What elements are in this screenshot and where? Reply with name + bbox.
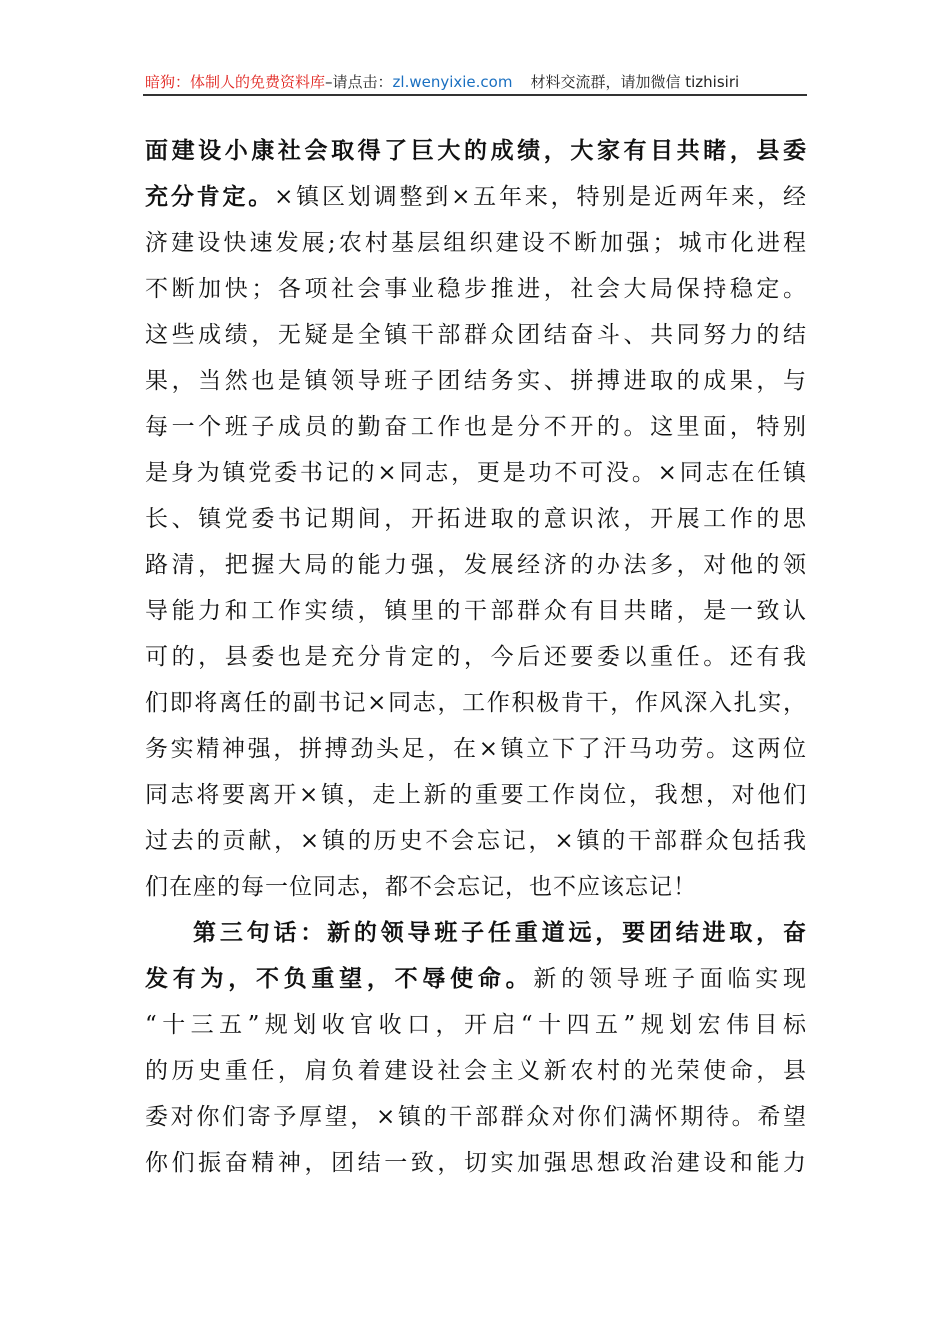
text-segment: 每一个班子成员的勤奋工作也是分不开的。这里面，特别 xyxy=(145,414,807,440)
text-segment: 们即将离任的副书记×同志，工作积极肯干，作风深入扎实， xyxy=(145,690,807,716)
text-line xyxy=(145,1048,807,1094)
text-line xyxy=(145,358,807,404)
text-line xyxy=(145,680,807,726)
text-line xyxy=(145,956,807,1002)
text-segment: 可的，县委也是充分肯定的，今后还要委以重任。还有我 xyxy=(145,644,807,670)
header-contact: 材料交流群，请加微信 tizhisiri xyxy=(530,73,740,91)
text-line xyxy=(145,910,807,956)
text-line xyxy=(145,864,807,910)
text-line xyxy=(145,818,807,864)
header-divider xyxy=(143,94,807,96)
text-line xyxy=(145,726,807,772)
document-body xyxy=(145,128,807,1186)
text-segment: 是身为镇党委书记的×同志，更是功不可没。×同志在任镇 xyxy=(145,460,807,486)
text-segment: 济建设快速发展;农村基层组织建设不断加强；城市化进程 xyxy=(145,230,807,256)
text-line xyxy=(145,128,807,174)
text-segment: 路清，把握大局的能力强，发展经济的办法多，对他的领 xyxy=(145,552,807,578)
text-line xyxy=(145,266,807,312)
page-header xyxy=(145,70,805,94)
text-segment: 过去的贡献，×镇的历史不会忘记，×镇的干部群众包括我 xyxy=(145,828,807,854)
bold-text: 第三句话：新的领导班子任重道远，要团结进取，奋 xyxy=(193,920,807,946)
text-segment: 的历史重任，肩负着建设社会主义新农村的光荣使命，县 xyxy=(145,1058,807,1084)
text-segment: 们在座的每一位同志，都不会忘记，也不应该忘记！ xyxy=(145,874,697,900)
bold-text: 充分肯定。 xyxy=(145,184,275,210)
text-segment: 果，当然也是镇领导班子团结务实、拼搏进取的成果，与 xyxy=(145,368,807,394)
text-segment: 同志将要离开×镇，走上新的重要工作岗位，我想，对他们 xyxy=(145,782,807,808)
text-line xyxy=(145,312,807,358)
text-line xyxy=(145,634,807,680)
text-segment: 务实精神强，拼搏劲头足，在×镇立下了汗马功劳。这两位 xyxy=(145,736,807,762)
text-segment: 长、镇党委书记期间，开拓进取的意识浓，开展工作的思 xyxy=(145,506,807,532)
text-line xyxy=(145,772,807,818)
header-link[interactable]: zl.wenyixie.com xyxy=(392,73,513,91)
text-line xyxy=(145,588,807,634)
header-prompt: –请点击： xyxy=(325,73,393,91)
text-line xyxy=(145,542,807,588)
text-line xyxy=(145,220,807,266)
text-line xyxy=(145,496,807,542)
text-segment: 这些成绩，无疑是全镇干部群众团结奋斗、共同努力的结 xyxy=(145,322,807,348)
text-line xyxy=(145,450,807,496)
header-brand: 暗狗：体制人的免费资料库 xyxy=(145,73,326,91)
text-line xyxy=(145,1094,807,1140)
text-segment: 新的领导班子面临实现 xyxy=(533,966,808,992)
text-segment: 导能力和工作实绩，镇里的干部群众有目共睹，是一致认 xyxy=(145,598,807,624)
bold-text: 面建设小康社会取得了巨大的成绩，大家有目共睹，县委 xyxy=(145,138,807,164)
bold-text: 发有为，不负重望，不辱使命。 xyxy=(145,966,534,992)
text-segment: ×镇区划调整到×五年来，特别是近两年来，经 xyxy=(274,184,807,210)
text-line xyxy=(145,1002,807,1048)
text-line xyxy=(145,1140,807,1186)
text-line xyxy=(145,404,807,450)
text-segment: “十三五”规划收官收口，开启“十四五”规划宏伟目标 xyxy=(145,1012,807,1038)
text-line xyxy=(145,174,807,220)
text-segment: 不断加快；各项社会事业稳步推进，社会大局保持稳定。 xyxy=(145,276,807,302)
text-segment: 委对你们寄予厚望，×镇的干部群众对你们满怀期待。希望 xyxy=(145,1104,807,1130)
text-segment: 你们振奋精神，团结一致，切实加强思想政治建设和能力 xyxy=(145,1150,807,1176)
